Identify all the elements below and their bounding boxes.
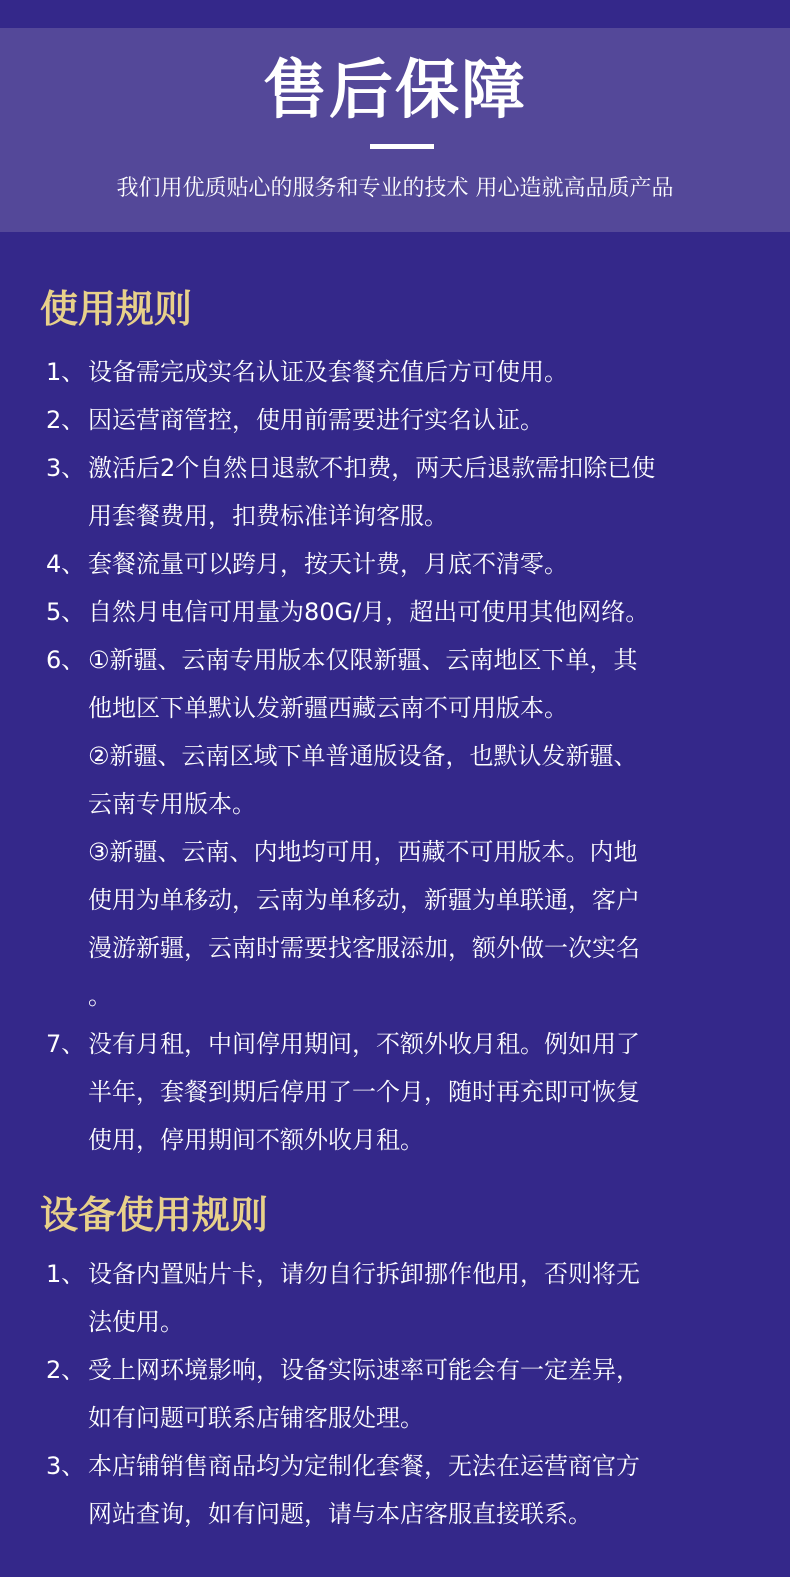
usage-rule-3-number: 3、 bbox=[46, 454, 86, 482]
usage-rule-5-number: 5、 bbox=[46, 598, 86, 626]
device-rule-3-line-1: 本店铺销售商品均为定制化套餐，无法在运营商官方 bbox=[88, 1452, 640, 1480]
usage-rule-6-line-4: 云南专用版本。 bbox=[88, 790, 256, 818]
usage-rule-5 bbox=[40, 588, 760, 636]
title-divider bbox=[370, 144, 434, 149]
usage-rule-4 bbox=[40, 540, 760, 588]
device-rule-1-line-2: 法使用。 bbox=[88, 1308, 184, 1336]
device-rule-2 bbox=[40, 1346, 760, 1442]
usage-rule-6-line-7: 漫游新疆，云南时需要找客服添加，额外做一次实名 bbox=[88, 934, 640, 962]
device-rule-3 bbox=[40, 1442, 760, 1538]
device-rules-list bbox=[40, 1250, 760, 1538]
usage-rule-2 bbox=[40, 396, 760, 444]
page-title: 售后保障 bbox=[263, 53, 527, 128]
usage-rule-3-line-2: 用套餐费用，扣费标准详询客服。 bbox=[88, 502, 448, 530]
usage-rule-6-line-6: 使用为单移动，云南为单移动，新疆为单联通，客户 bbox=[88, 886, 640, 914]
device-rule-3-number: 3、 bbox=[46, 1452, 86, 1480]
section-title-usage-rules: 使用规则 bbox=[40, 287, 193, 331]
usage-rule-6-line-5: ③新疆、云南、内地均可用，西藏不可用版本。内地 bbox=[88, 838, 638, 866]
usage-rules-section bbox=[40, 280, 760, 1164]
usage-rule-3 bbox=[40, 444, 760, 540]
device-rule-1-number: 1、 bbox=[46, 1260, 86, 1288]
device-rules-section bbox=[40, 1186, 760, 1538]
usage-rule-7-line-1: 没有月租，中间停用期间，不额外收月租。例如用了 bbox=[88, 1030, 640, 1058]
device-rule-2-number: 2、 bbox=[46, 1356, 86, 1384]
usage-rule-1 bbox=[40, 348, 760, 396]
usage-rule-6-number: 6、 bbox=[46, 646, 86, 674]
usage-rule-7-line-2: 半年，套餐到期后停用了一个月，随时再充即可恢复 bbox=[88, 1078, 640, 1106]
section-title-device-rules: 设备使用规则 bbox=[40, 1193, 269, 1237]
usage-rule-5-line-1: 自然月电信可用量为80G/月，超出可使用其他网络。 bbox=[88, 598, 650, 626]
usage-rule-3-line-1: 激活后2个自然日退款不扣费，两天后退款需扣除已使 bbox=[88, 454, 656, 482]
usage-rules-list bbox=[40, 348, 760, 1164]
device-rule-2-line-1: 受上网环境影响，设备实际速率可能会有一定差异， bbox=[88, 1356, 640, 1384]
usage-rule-6-line-3: ②新疆、云南区域下单普通版设备，也默认发新疆、 bbox=[88, 742, 638, 770]
usage-rule-4-number: 4、 bbox=[46, 550, 86, 578]
usage-rule-1-number: 1、 bbox=[46, 358, 86, 386]
usage-rule-6-line-8: 。 bbox=[88, 982, 112, 1010]
device-rule-1 bbox=[40, 1250, 760, 1346]
usage-rule-2-number: 2、 bbox=[46, 406, 86, 434]
usage-rule-7-line-3: 使用，停用期间不额外收月租。 bbox=[88, 1126, 424, 1154]
device-rule-1-line-1: 设备内置贴片卡，请勿自行拆卸挪作他用，否则将无 bbox=[88, 1260, 640, 1288]
usage-rule-1-line-1: 设备需完成实名认证及套餐充值后方可使用。 bbox=[88, 358, 568, 386]
usage-rule-4-line-1: 套餐流量可以跨月，按天计费，月底不清零。 bbox=[88, 550, 568, 578]
usage-rule-7 bbox=[40, 1020, 760, 1164]
page-subtitle: 我们用优质贴心的服务和专业的技术 用心造就高品质产品 bbox=[116, 176, 674, 201]
device-rule-2-line-2: 如有问题可联系店铺客服处理。 bbox=[88, 1404, 424, 1432]
usage-rule-6-line-2: 他地区下单默认发新疆西藏云南不可用版本。 bbox=[88, 694, 568, 722]
usage-rule-2-line-1: 因运营商管控，使用前需要进行实名认证。 bbox=[88, 406, 544, 434]
page-header bbox=[0, 28, 790, 232]
usage-rule-7-number: 7、 bbox=[46, 1030, 86, 1058]
usage-rule-6-line-1: ①新疆、云南专用版本仅限新疆、云南地区下单，其 bbox=[88, 646, 638, 674]
device-rule-3-line-2: 网站查询，如有问题，请与本店客服直接联系。 bbox=[88, 1500, 592, 1528]
usage-rule-6 bbox=[40, 636, 760, 1020]
